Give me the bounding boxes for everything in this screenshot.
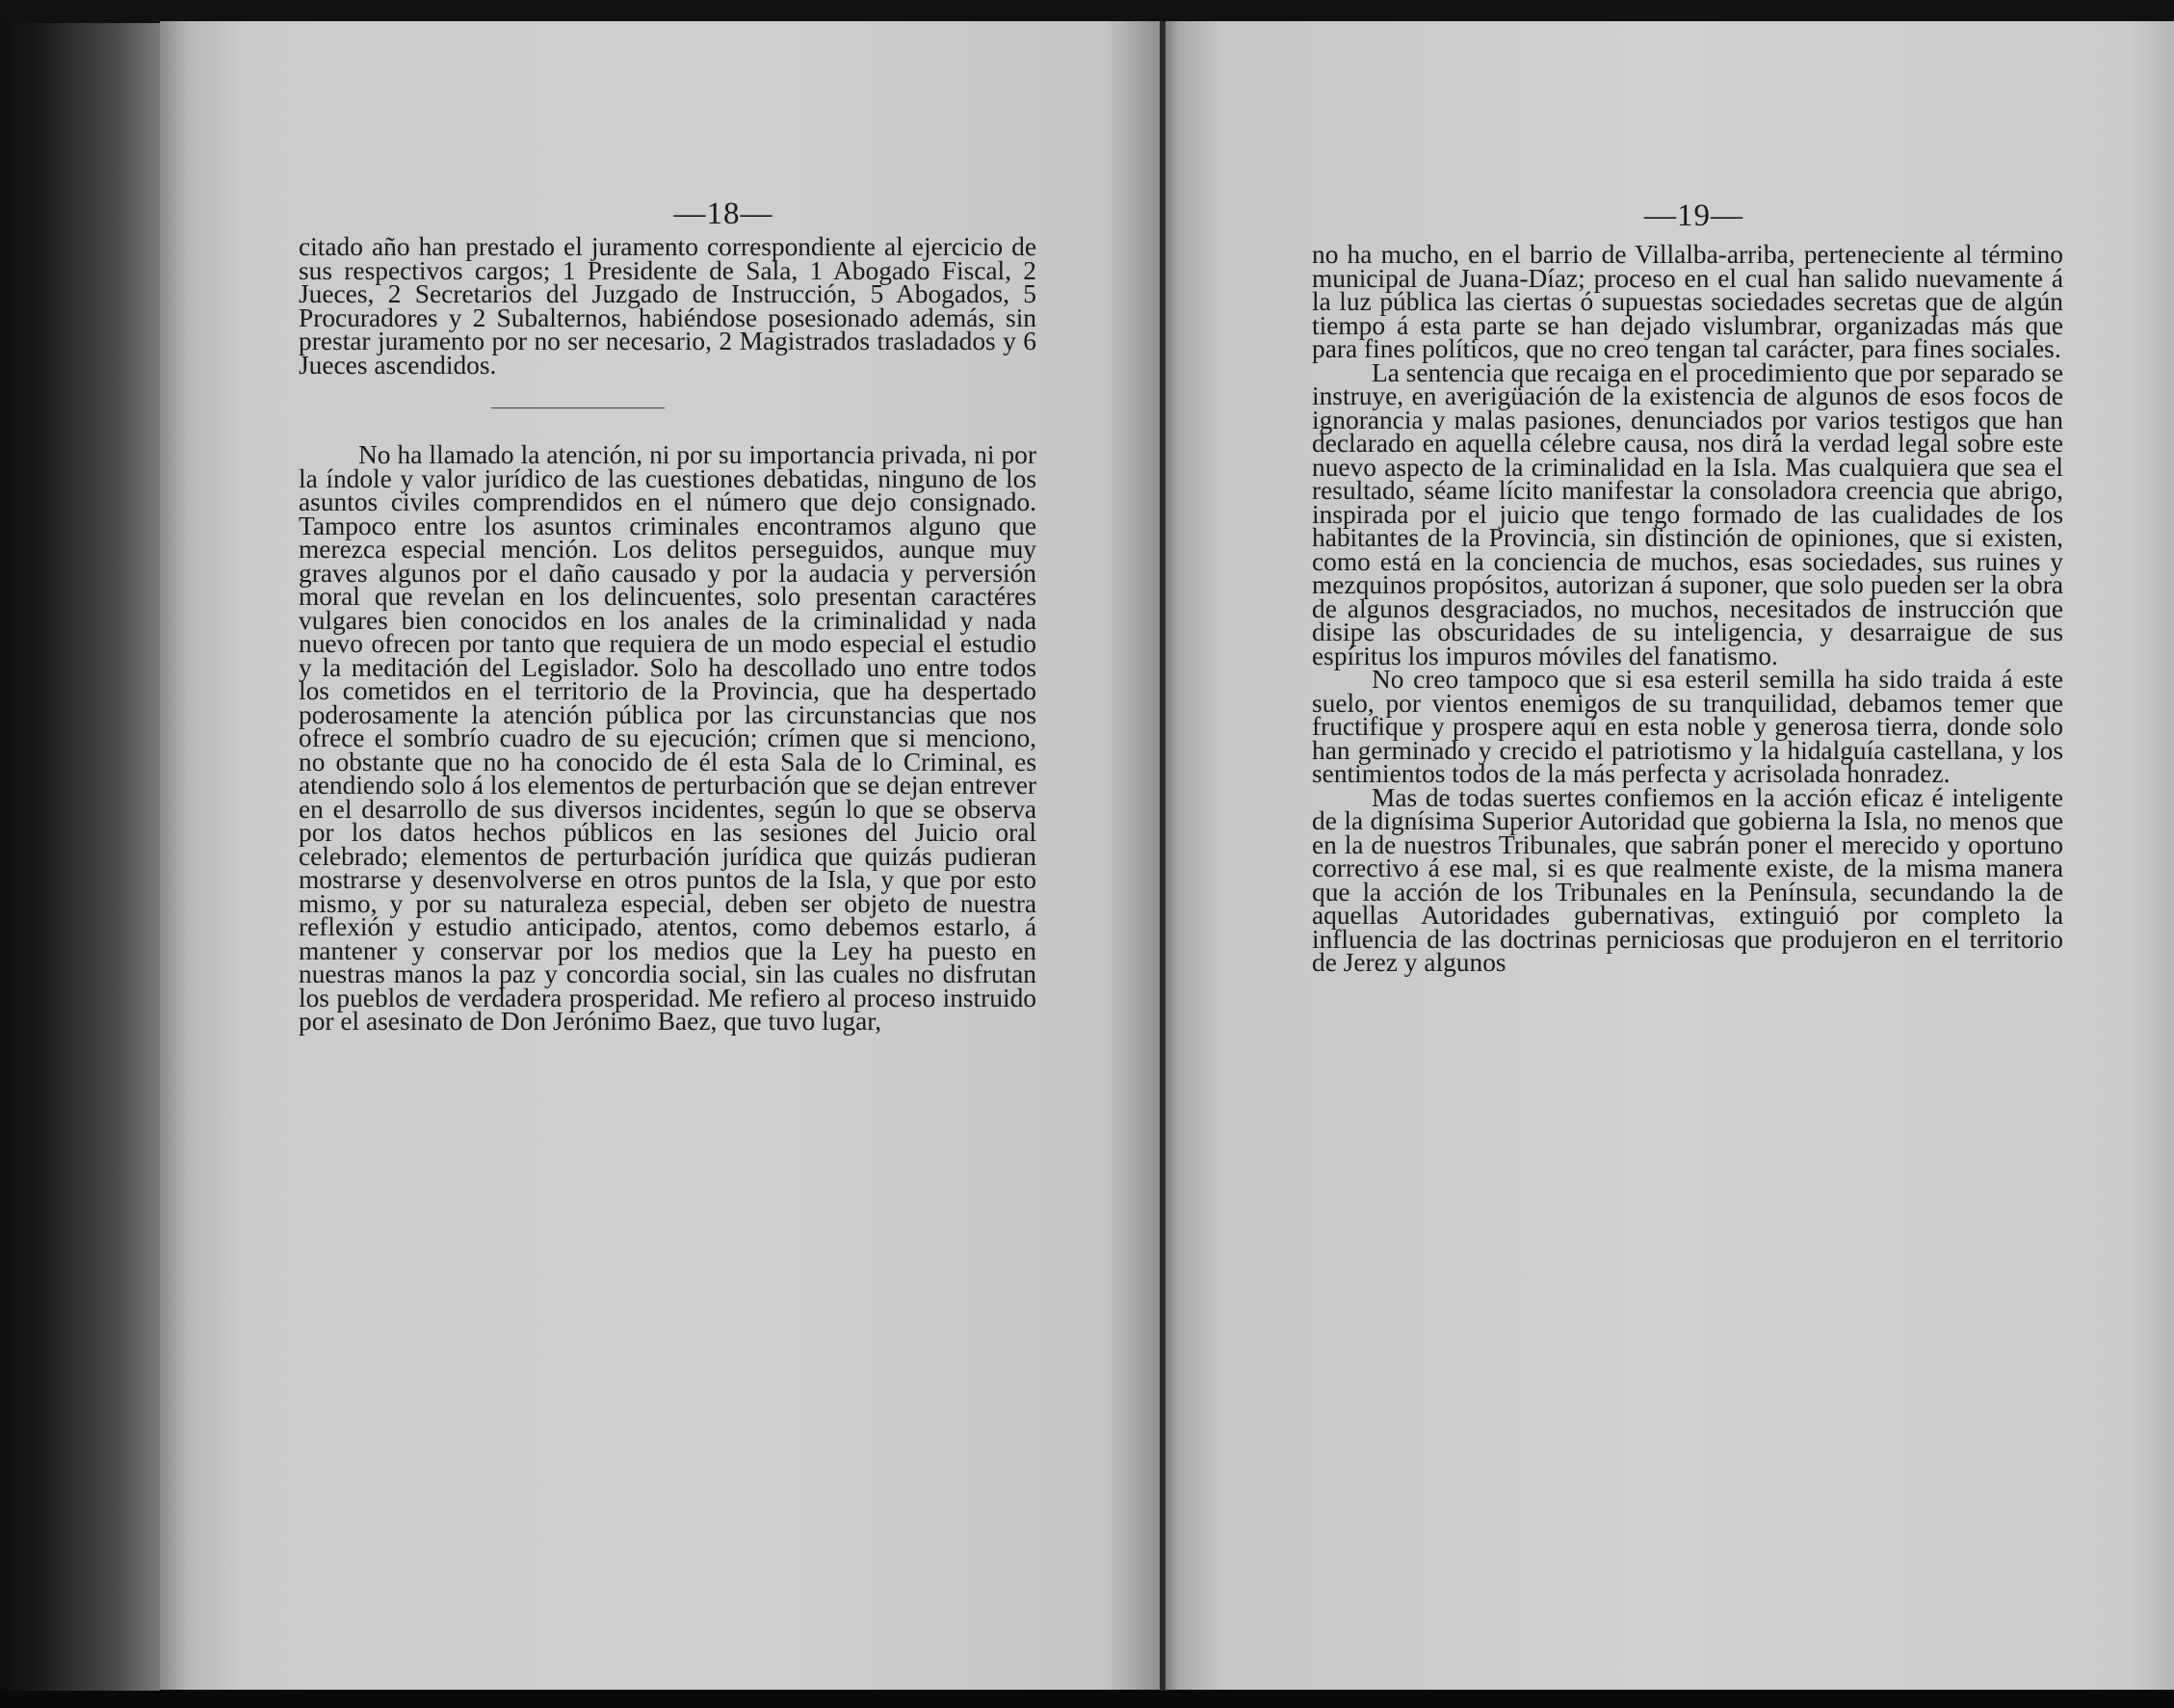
- page-number: —18—: [673, 197, 773, 231]
- paragraph: citado año han prestado el juramento correspondiente al ejercicio de sus respectivos cargos; 1 Presidente de Sala, 1 Abogado Fiscal, 2 Jueces, 2 Secretarios del Juzgado de Instrucción, 5 Abogados, 5 Procuradores y 2 Subalternos, habiéndose posesionado además, sin prestar juramento por no ser necesario, 2 Magistrados trasladados y 6 Jueces ascendidos.: [299, 232, 1036, 380]
- right-page: [1166, 21, 2174, 1690]
- scan-border-top: [0, 0, 2174, 23]
- paragraph: no ha mucho, en el barrio de Villalba-arriba, perteneciente al término municipal de Juana-Díaz; proceso en el cual han salido nuevamente á la luz pública las ciertas ó supuestas sociedades secretas que de algún tiempo á esta parte se han dejado vislumbrar, organizadas más que para fines políticos, que no creo tengan tal carácter, para fines sociales.: [1312, 240, 2063, 363]
- left-page: [160, 21, 1162, 1690]
- page-body: [1312, 240, 2063, 977]
- scan-border-left: [0, 23, 160, 1691]
- paragraph: No creo tampoco que si esa esteril semilla ha sido traida á este suelo, por vientos enemigos de su tranquilidad, debamos temer que fructifique y prospere aquí en esta noble y generosa tierra, donde solo han germinado y crecido el patriotismo y la hidalguía castellana, y los sentimientos todos de la más perfecta y acrisolada honradez.: [1312, 665, 2063, 788]
- page-number: —19—: [1644, 198, 1743, 233]
- page-body: [299, 232, 1036, 1036]
- paragraph: La sentencia que recaiga en el procedimiento que por separado se instruye, en averigüación de la existencia de algunos de esos focos de ignorancia y malas pasiones, denunciados por varios testigos que han declarado en aquella célebre causa, nos dirá la verdad legal sobre este nuevo aspecto de la criminalidad en la Isla. Mas cualquiera que sea el resultado, séame lícito manifestar la consoladora creencia que abrigo, inspirada por el juicio que tengo formado de las cualidades de los habitantes de la Provincia, sin distinción de opiniones, que si existen, como está en la conciencia de muchos, esas sociedades, sus ruines y mezquinos propósitos, autorizan á suponer, que solo pueden ser la obra de algunos desgraciados, no muchos, necesitados de instrucción que disipe las obscuridades de su inteligencia, y desarraigue de sus espíritus los impuros móviles del fanatismo.: [1312, 357, 2063, 670]
- scan-border-bottom: [0, 1691, 2174, 1708]
- paragraph: Mas de todas suertes confiemos en la acción eficaz é inteligente de la dignísima Superior Autoridad que gobierna la Isla, no menos que en la de nuestros Tribunales, que sabrán poner el merecido y oportuno correctivo á ese mal, si es que realmente existe, de la misma manera que la acción de los Tribunales en la Península, secundando la de aquellas Autoridades gubernativas, extinguió por completo la influencia de las doctrinas perniciosas que produjeron en el territorio de Jerez y algunos: [1312, 782, 2063, 977]
- section-divider: [491, 407, 665, 408]
- paragraph: No ha llamado la atención, ni por su importancia privada, ni por la índole y valor jurídico de las cuestiones debatidas, ninguno de los asuntos civiles comprendidos en el número que dejo consignado. Tampoco entre los asuntos criminales encontramos alguno que merezca especial mención. Los delitos perseguidos, aunque muy graves algunos por el daño causado y por la audacia y perversión moral que revelan en los delincuentes, solo presentan caractéres vulgares bien conocidos en los anales de la criminalidad y nada nuevo ofrecen por tanto que requiera de un modo especial el estudio y la meditación del Legislador. Solo ha descollado uno entre todos los cometidos en el territorio de la Provincia, que ha despertado poderosamente la atención pública por las circunstancias que nos ofrece el sombrío cuadro de su ejecución; crímen que si menciono, no obstante que no ha conocido de él esta Sala de lo Criminal, es atendiendo solo á los elementos de perturbación que se dejan entrever en el desarrollo de sus diversos incidentes, según lo que se observa por los datos hechos públicos en las sesiones del Juicio oral celebrado; elementos de perturbación jurídica que quizás pudieran mostrarse y desenvolverse en otros puntos de la Isla, y que por esto mismo, y por su naturaleza especial, deben ser objeto de nuestra reflexión y estudio anticipado, atentos, como debemos estarlo, á mantener y conservar por los medios que la Ley ha puesto en nuestras manos la paz y concordia social, sin las cuales no disfrutan los pueblos de verdadera prosperidad. Me refiero al proceso instruido por el asesinato de Don Jerónimo Baez, que tuvo lugar,: [299, 440, 1036, 1036]
